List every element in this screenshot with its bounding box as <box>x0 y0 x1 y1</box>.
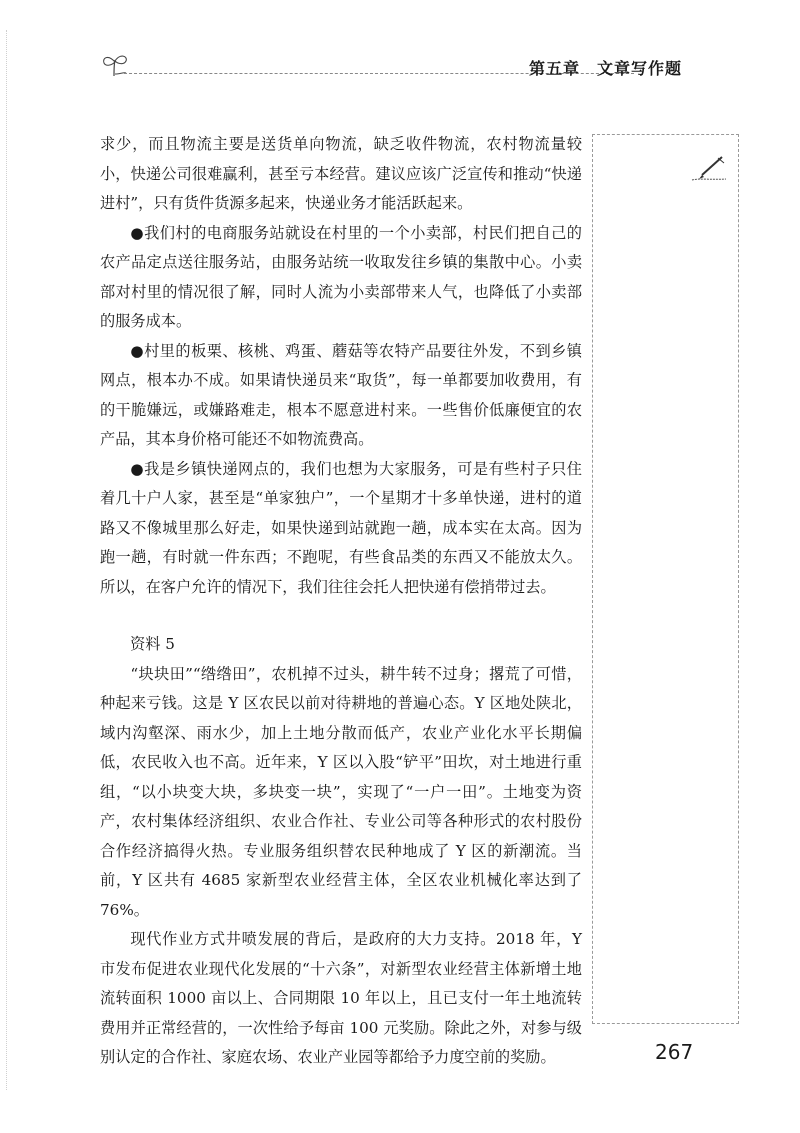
paragraph-3: ●村里的板栗、核桃、鸡蛋、蘑菇等农特产品要往外发，不到乡镇网点，根本办不成。如果请快递员来“取货”，每一单都要加收费用，有的干脆嫌远，或嫌路难走，根本不愿意进村来。一些售价低廉便宜的农产品，其本身价格可能还不如物流费高。 <box>100 341 582 448</box>
paragraph-6: 现代作业方式井喷发展的背后，是政府的大力支持。2018 年，Y 市发布促进农业现代化发展的“十六条”，对新型农业经营主体新增土地流转面积 1000 亩以上、合同期限 10 年以上，且已支付一年土地流转费用并正常经营的，一次性给予每亩 100 元奖励。除此之外，对参与级别认定的合作社、家庭农场、农业产业园等都给予力度空前的奖励。 <box>100 930 582 1066</box>
paragraph-2: ●我们村的电商服务站就设在村里的一个小卖部，村民们把自己的农产品定点送往服务站，由服务站统一收取发往乡镇的集散中心。小卖部对村里的情况很了解，同时人流为小卖部带来人气，也降低了小卖部的服务成本。 <box>100 223 582 330</box>
paragraph-5: “块块田”“绺绺田”，农机掉不过头，耕牛转不过身；撂荒了可惜，种起来亏钱。这是 Y 区农民以前对待耕地的普遍心态。Y 区地处陕北，域内沟壑深、雨水少，加上土地分散而低产，农业产业化水平长期偏低，农民收入也不高。近年来，Y 区以入股“铲平”田坎，对土地进行重组，“以小块变大块，多块变一块”，实现了“一户一田”。土地变为资产，农村集体经济组织、农业合作社、专业公司等各种形式的农村股份合作经济搞得火热。专业服务组织替农民种地成了 Y 区的新潮流。当前，Y 区共有 4685 家新型农业经营主体，全区农业机械化率达到了 76%。 <box>100 664 582 919</box>
chapter-title: 第五章 文章写作题 <box>528 59 682 78</box>
page-number: 267 <box>655 1040 694 1064</box>
running-header <box>100 52 690 82</box>
margin-dotted-line <box>6 30 9 1090</box>
notes-margin-box <box>592 134 739 1024</box>
paragraph-4: ●我是乡镇快递网点的，我们也想为大家服务，可是有些村子只住着几十户人家，甚至是“单家独户”，一个星期才十多单快递，进村的道路又不像城里那么好走，如果快递到站就跑一趟，成本实在太高。因为跑一趟，有时就一件东西；不跑呢，有些食品类的东西又不能放太久。所以，在客户允许的情况下，我们往往会托人把快递有偿捎带过去。 <box>100 459 582 596</box>
section-spacer <box>100 602 582 630</box>
paragraph-1: 求少，而且物流主要是送货单向物流，缺乏收件物流，农村物流量较小，快递公司很难赢利，甚至亏本经营。建议应该广泛宣传和推动“快递进村”，只有货件货源多起来，快递业务才能活跃起来。 <box>100 135 582 212</box>
sprout-icon <box>100 52 130 78</box>
pen-icon <box>688 153 728 183</box>
source-label: 资料 5 <box>130 635 175 653</box>
main-text-column <box>100 130 582 1073</box>
